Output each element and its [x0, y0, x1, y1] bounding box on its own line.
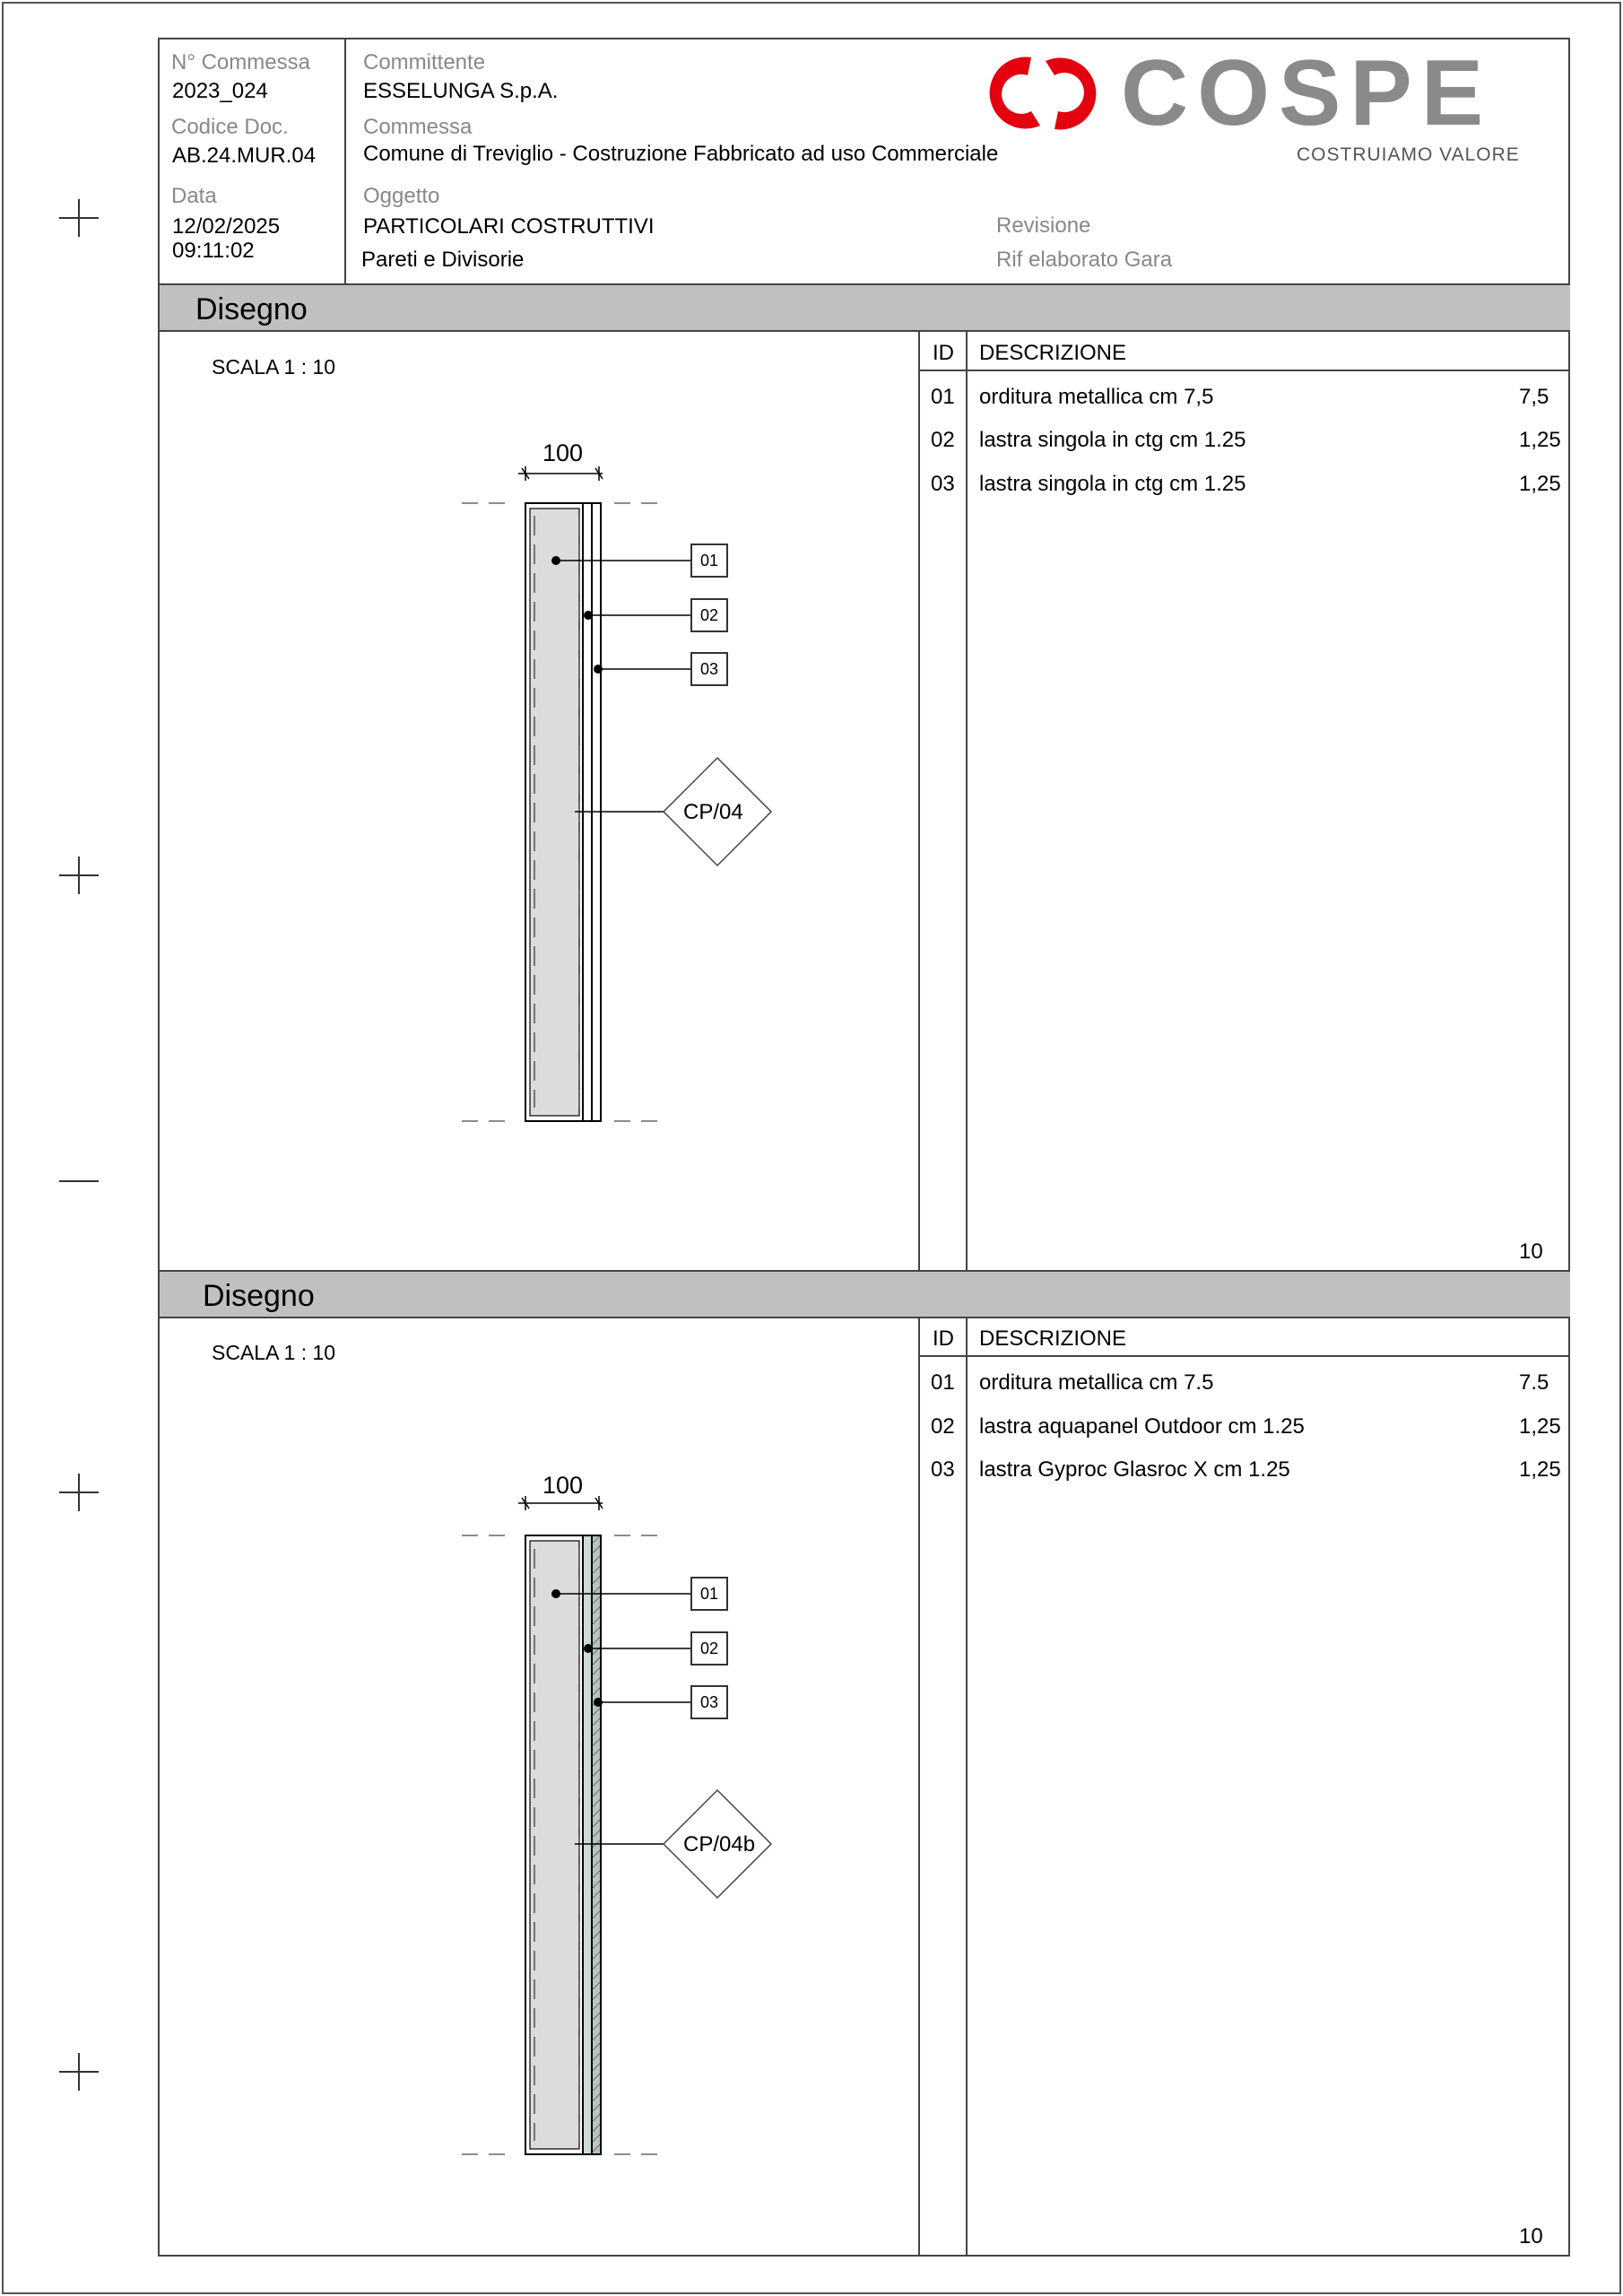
section-2-code: CP/04b: [683, 1832, 756, 1857]
committente-value: ESSELUNGA S.p.A.: [363, 79, 559, 103]
section-2-row-value: 7.5: [1519, 1370, 1549, 1395]
commessa-no-label: N° Commessa: [171, 50, 310, 74]
section-2-row-desc: orditura metallica cm 7.5: [979, 1370, 1214, 1395]
crop-mark: [59, 199, 99, 237]
section-1-title: Disegno: [195, 292, 308, 326]
rif-elaborato-label: Rif elaborato Gara: [996, 248, 1173, 272]
section-1-table-header-line: [918, 370, 1570, 371]
section-1-desc-header: DESCRIZIONE: [979, 341, 1127, 365]
section-2-dimension: 100: [542, 1472, 584, 1499]
section-2-scale: SCALA 1 : 10: [212, 1341, 336, 1364]
section-2-tag-01: 01: [690, 1577, 728, 1611]
section-1-total: 10: [1519, 1239, 1543, 1264]
section-1-wall-section-drawing: [448, 430, 789, 1130]
section-2-id-column-line: [966, 1318, 968, 2257]
section-2-id-header: ID: [933, 1326, 954, 1351]
oggetto-sub-value: Pareti e Divisorie: [361, 248, 525, 272]
section-1-row-id: 01: [931, 385, 955, 409]
section-2-wall-section-drawing: [448, 1464, 789, 2163]
logo-brand-text: COSPE: [1121, 41, 1493, 145]
section-2-row-id: 02: [931, 1414, 955, 1439]
section-2-tag-02: 02: [690, 1631, 728, 1665]
section-1-tag-03: 03: [690, 652, 728, 686]
section-2-title-bar: [160, 1270, 1570, 1318]
section-1-title-bar: [160, 283, 1570, 332]
time-value: 09:11:02: [172, 239, 255, 263]
section-1-tag-01: 01: [690, 544, 728, 578]
section-2-table-header-line: [918, 1355, 1570, 1357]
codice-doc-value: AB.24.MUR.04: [172, 144, 317, 168]
crop-mark: [59, 2053, 99, 2091]
section-1-dimension: 100: [542, 439, 584, 466]
section-1-code: CP/04: [683, 800, 743, 824]
oggetto-label: Oggetto: [363, 184, 440, 208]
section-2-tag-03: 03: [690, 1685, 728, 1719]
section-2-row-id: 01: [931, 1370, 955, 1395]
section-1-row-desc: lastra singola in ctg cm 1.25: [979, 428, 1246, 452]
section-2-row-id: 03: [931, 1457, 955, 1482]
commessa-no-value: 2023_024: [172, 79, 268, 103]
section-1-row-desc: lastra singola in ctg cm 1.25: [979, 472, 1246, 496]
section-1-row-id: 03: [931, 472, 955, 496]
section-2-desc-header: DESCRIZIONE: [979, 1326, 1127, 1351]
section-2-row-desc: lastra aquapanel Outdoor cm 1.25: [979, 1414, 1305, 1439]
section-1-id-column-line: [966, 332, 968, 1272]
section-2-total: 10: [1519, 2224, 1543, 2248]
title-block-divider: [344, 38, 346, 285]
section-2-row-value: 1,25: [1519, 1414, 1561, 1439]
fold-mark: [59, 1162, 99, 1200]
commessa-label: Commessa: [363, 115, 473, 139]
codice-doc-label: Codice Doc.: [171, 115, 289, 139]
logo-tagline: COSTRUIAMO VALORE: [1297, 144, 1520, 165]
date-value: 12/02/2025: [172, 214, 281, 239]
section-1-scale: SCALA 1 : 10: [212, 355, 336, 378]
section-2-row-desc: lastra Gyproc Glasroc X cm 1.25: [979, 1457, 1290, 1482]
section-2-title: Disegno: [203, 1279, 315, 1313]
crop-mark: [59, 1474, 99, 1511]
cospe-logo-icon: [985, 48, 1101, 138]
section-2-divider: [918, 1318, 920, 2257]
section-1-tag-02: 02: [690, 598, 728, 632]
committente-label: Committente: [363, 50, 486, 74]
oggetto-value: PARTICOLARI COSTRUTTIVI: [363, 214, 655, 239]
section-1-divider: [918, 332, 920, 1272]
section-2-row-value: 1,25: [1519, 1457, 1561, 1482]
section-1-row-value: 1,25: [1519, 472, 1561, 496]
section-1-row-value: 7,5: [1519, 385, 1549, 409]
commessa-value: Comune di Treviglio - Costruzione Fabbricato ad uso Commerciale: [363, 142, 999, 166]
revisione-label: Revisione: [996, 213, 1091, 238]
section-1-row-desc: orditura metallica cm 7,5: [979, 385, 1214, 409]
section-1-row-id: 02: [931, 428, 955, 452]
data-label: Data: [171, 184, 217, 208]
section-1-id-header: ID: [933, 341, 954, 365]
crop-mark: [59, 857, 99, 894]
section-1-row-value: 1,25: [1519, 428, 1561, 452]
